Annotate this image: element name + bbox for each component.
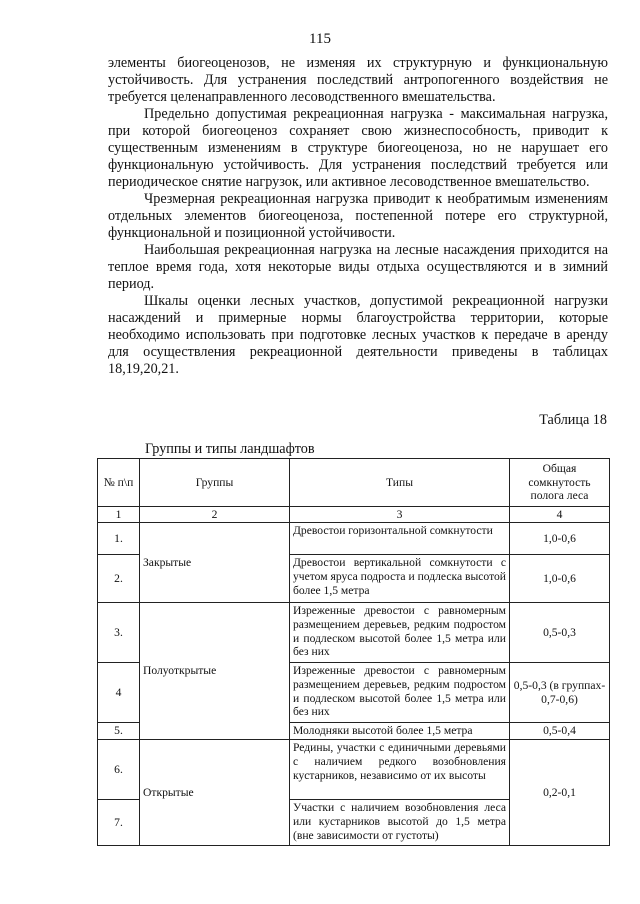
header-cell-coverage: Общая сомкнутость полога леса: [510, 459, 610, 507]
table-caption: Таблица 18: [539, 412, 607, 428]
table-heading: Группы и типы ландшафтов: [145, 441, 315, 457]
group-cell-closed: Закрытые: [140, 523, 290, 603]
row-number: 6.: [98, 740, 140, 800]
type-cell: Изреженные древостои с равномерным размещением деревьев, редким подростом и подлеском высотой более 1,5 метра или без них: [290, 603, 510, 663]
type-cell: Древостои вертикальной сомкнутости с учетом яруса подроста и подлеска высотой более 1,5 метра: [290, 555, 510, 603]
table-header-row: [98, 459, 610, 507]
paragraph: Предельно допустимая рекреационная нагрузка - максимальная нагрузка, при которой биогеоценоз сохраняет свою жизнеспособность, приводит к существенным изменениям в структуре биогеоценоза, но не нарушает его функциональную устойчивость. Для устранения последствий требуется или периодическое снятие нагрузок, или активное лесоводственное вмешательство.: [108, 106, 608, 190]
row-number: 7.: [98, 800, 140, 846]
type-cell: Древостои горизонтальной сомкнутости: [290, 523, 510, 555]
type-cell: Молодняки высотой более 1,5 метра: [290, 723, 510, 740]
table-row: [98, 740, 610, 800]
page-number: 115: [309, 31, 331, 47]
table-row: [98, 523, 610, 555]
landscape-groups-table: [97, 458, 610, 846]
row-number: 5.: [98, 723, 140, 740]
coverage-cell: 0,2-0,1: [510, 740, 610, 846]
header-cell-num: № п\п: [98, 459, 140, 507]
row-number: 2.: [98, 555, 140, 603]
paragraph: Наибольшая рекреационная нагрузка на лесные насаждения приходится на теплое время года, хотя некоторые виды отдыха осуществляются и в зимний период.: [108, 242, 608, 292]
coverage-cell: 0,5-0,3 (в группах- 0,7-0,6): [510, 663, 610, 723]
body-text: [108, 55, 608, 378]
group-cell-semi-open: Полуоткрытые: [140, 603, 290, 740]
coverage-cell: 0,5-0,3: [510, 603, 610, 663]
index-cell: 1: [98, 507, 140, 523]
coverage-cell: 1,0-0,6: [510, 523, 610, 555]
row-number: 1.: [98, 523, 140, 555]
header-cell-groups: Группы: [140, 459, 290, 507]
type-cell: Участки с наличием возобновления леса или кустарников высотой до 1,5 метра (вне зависимости от густоты): [290, 800, 510, 846]
type-cell: Изреженные древостои с равномерным размещением деревьев, редким подростом и подлеском высотой более 1,5 метра или без них: [290, 663, 510, 723]
index-cell: 4: [510, 507, 610, 523]
coverage-cell: 1,0-0,6: [510, 555, 610, 603]
table-row: [98, 603, 610, 663]
paragraph: элементы биогеоценозов, не изменяя их структурную и функциональную устойчивость. Для устранения последствий антропогенного воздействия не требуется целенаправленного лесоводственного вмешательства.: [108, 55, 608, 105]
header-cell-types: Типы: [290, 459, 510, 507]
type-cell: Редины, участки с единичными деревьями с наличием редкого возобновления кустарников, независимо от их высоты: [290, 740, 510, 800]
paragraph: Шкалы оценки лесных участков, допустимой рекреационной нагрузки насаждений и примерные нормы благоустройства территории, которые необходимо использовать при подготовке лесных участков к передаче в аренду для осуществления рекреационной деятельности приведены в таблицах 18,19,20,21.: [108, 293, 608, 377]
coverage-cell: 0,5-0,4: [510, 723, 610, 740]
row-number: 3.: [98, 603, 140, 663]
row-number: 4: [98, 663, 140, 723]
index-cell: 3: [290, 507, 510, 523]
index-cell: 2: [140, 507, 290, 523]
table-index-row: [98, 507, 610, 523]
group-cell-open: Открытые: [140, 740, 290, 846]
paragraph: Чрезмерная рекреационная нагрузка приводит к необратимым изменениям отдельных элементов биогеоценоза, постепенной потере его структурной, функциональной и позиционной устойчивости.: [108, 191, 608, 241]
